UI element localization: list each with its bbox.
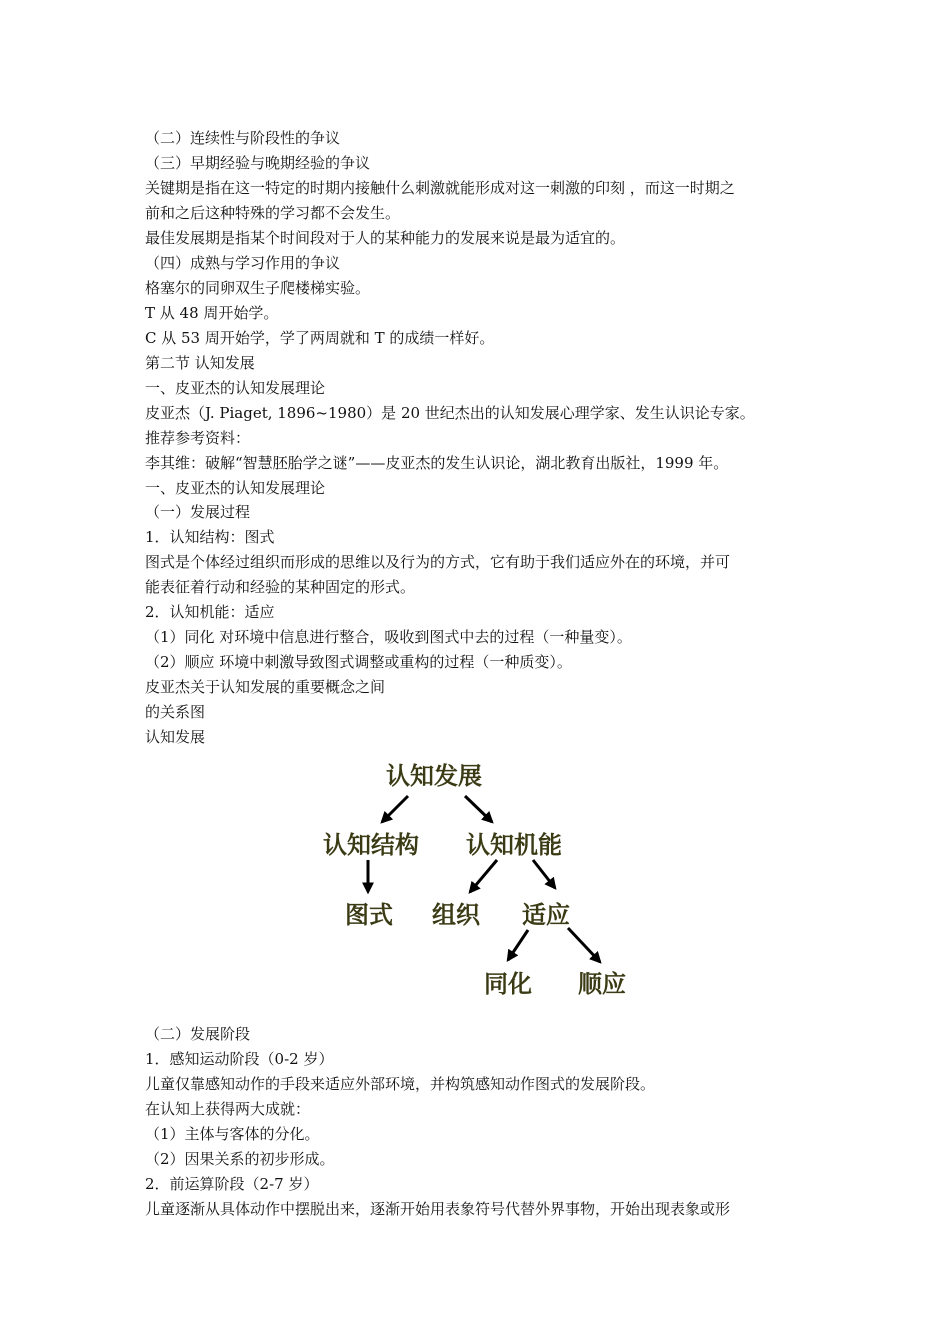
heading-development-process: （一）发展过程 [145, 503, 251, 521]
paragraph-subject-object-differentiation: （1）主体与客体的分化。 [145, 1125, 320, 1143]
node-assimilation: 同化 [484, 970, 532, 998]
node-cognitive-development: 认知发展 [386, 762, 482, 790]
heading-cognitive-structure: 1．认知结构：图式 [145, 528, 275, 546]
arrow-adaptation-to-assimilation [508, 930, 528, 960]
paragraph-schema-definition-2: 能表征着行动和经验的某种固定的形式。 [145, 578, 416, 596]
paragraph-accommodation: （2）顺应 环境中刺激导致图式调整或重构的过程（一种质变）。 [145, 653, 572, 671]
heading-piaget-theory: 一、皮亚杰的认知发展理论 [145, 379, 326, 397]
paragraph-recommended-reading: 推荐参考资料： [145, 429, 251, 447]
heading-sensorimotor-stage: 1．感知运动阶段（0-2 岁） [145, 1050, 334, 1068]
node-accommodation: 顺应 [578, 970, 626, 998]
heading-development-stages: （二）发展阶段 [145, 1025, 251, 1043]
heading-piaget-theory-repeat: 一、皮亚杰的认知发展理论 [145, 479, 326, 497]
paragraph-preoperational-description: 儿童逐渐从具体动作中摆脱出来，逐渐开始用表象符号代替外界事物，开始出现表象或形 [145, 1200, 731, 1218]
paragraph-twin-c: C 从 53 周开始学，学了两周就和 T 的成绩一样好。 [145, 329, 495, 347]
paragraph-reference-li-qiwei: 李其维：破解“智慧胚胎学之谜”——皮亚杰的发生认识论，湖北教育出版社，1999 年。 [145, 454, 729, 472]
paragraph-diagram-caption-2: 的关系图 [145, 703, 206, 721]
cognitive-concept-diagram [300, 752, 660, 1014]
node-cognitive-function: 认知机能 [466, 831, 562, 859]
node-cognitive-structure: 认知结构 [323, 831, 419, 859]
heading-continuity-debate: （二）连续性与阶段性的争议 [145, 129, 341, 147]
paragraph-twin-t: T 从 48 周开始学。 [145, 304, 279, 322]
heading-preoperational-stage: 2．前运算阶段（2-7 岁） [145, 1175, 319, 1193]
paragraph-diagram-caption-1: 皮亚杰关于认知发展的重要概念之间 [145, 678, 386, 696]
arrow-function-to-adaptation [533, 860, 555, 888]
heading-maturation-learning: （四）成熟与学习作用的争议 [145, 254, 341, 272]
paragraph-gesell-experiment: 格塞尔的同卵双生子爬楼梯实验。 [145, 279, 371, 297]
paragraph-schema-definition-1: 图式是个体经过组织而形成的思维以及行为的方式，它有助于我们适应外在的环境，并可 [145, 553, 731, 571]
paragraph-diagram-caption-3: 认知发展 [145, 728, 206, 746]
node-adaptation: 适应 [522, 901, 570, 929]
paragraph-piaget-intro: 皮亚杰（J. Piaget, 1896~1980）是 20 世纪杰出的认知发展心理学家、发生认识论专家。 [145, 404, 755, 422]
paragraph-sensorimotor-description: 儿童仅靠感知动作的手段来适应外部环境，并构筑感知动作图式的发展阶段。 [145, 1075, 656, 1093]
arrow-root-to-structure [382, 796, 408, 822]
section-title-cognitive-development: 第二节 认知发展 [145, 354, 255, 372]
node-organization: 组织 [432, 901, 480, 929]
paragraph-two-achievements: 在认知上获得两大成就： [145, 1100, 311, 1118]
paragraph-causality-formation: （2）因果关系的初步形成。 [145, 1150, 335, 1168]
arrow-function-to-organization [470, 860, 497, 892]
paragraph-assimilation: （1）同化 对环境中信息进行整合，吸收到图式中去的过程（一种量变）。 [145, 628, 632, 646]
arrow-root-to-function [465, 796, 492, 822]
paragraph-optimal-period: 最佳发展期是指某个时间段对于人的某种能力的发展来说是最为适宜的。 [145, 229, 626, 247]
heading-early-late-experience: （三）早期经验与晚期经验的争议 [145, 154, 371, 172]
paragraph-critical-period-1: 关键期是指在这一特定的时期内接触什么刺激就能形成对这一刺激的印刻 ，而这一时期之 [145, 179, 735, 197]
heading-cognitive-function: 2．认知机能：适应 [145, 603, 275, 621]
node-schema: 图式 [345, 901, 393, 929]
paragraph-critical-period-2: 前和之后这种特殊的学习都不会发生。 [145, 204, 401, 222]
arrow-adaptation-to-accommodation [568, 928, 600, 962]
